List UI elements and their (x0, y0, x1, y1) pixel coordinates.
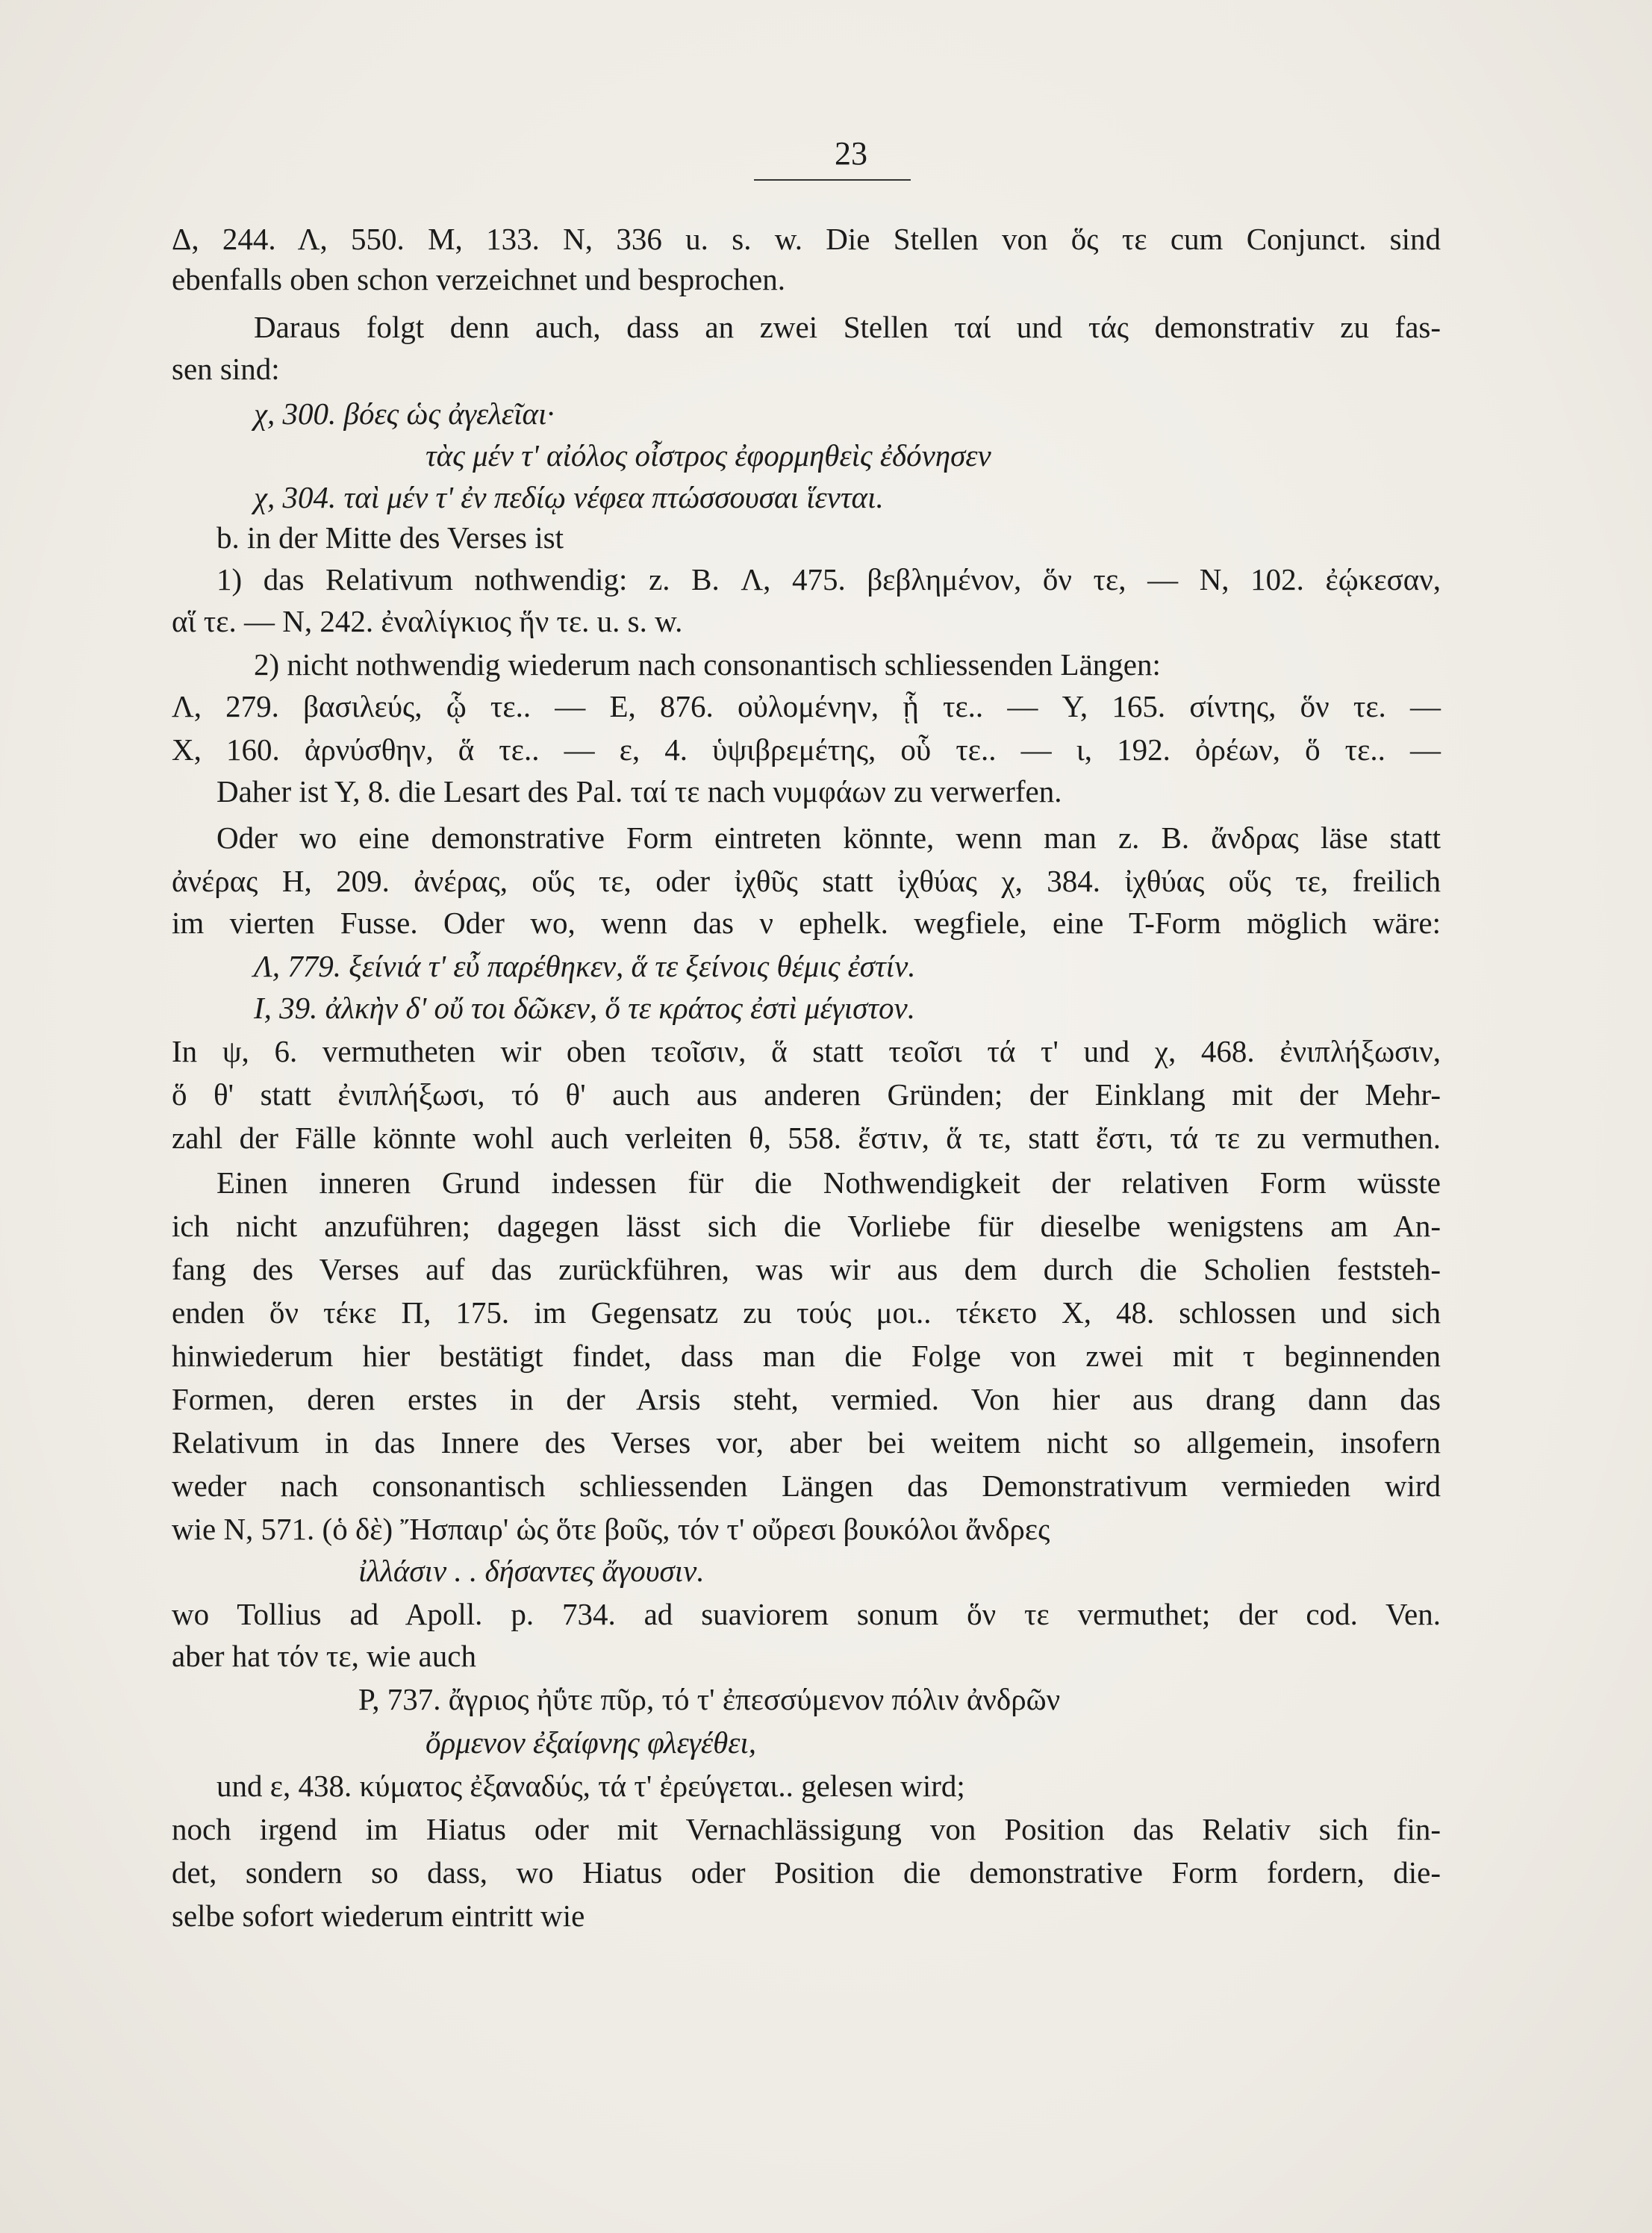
verse-line: Λ, 779. ξείνιά τ' εὖ παρέθηκεν, ἅ τε ξείνοις θέμις ἐστίν. (254, 949, 916, 983)
header-rule (754, 179, 911, 181)
text-line: und ε, 438. κύματος ἐξαναδύς, τά τ' ἐρεύγεται.. gelesen wird; (216, 1769, 965, 1803)
verse-line: ἰλλάσιν . . δήσαντες ἄγουσιν. (358, 1554, 705, 1588)
text-line: b. in der Mitte des Verses ist (216, 520, 564, 555)
text-line: noch irgend im Hiatus oder mit Vernachlässigung von Position das Relativ sich fin- (172, 1812, 1441, 1846)
verse-line: ὄρμενον ἐξαίφνης φλεγέθει, (426, 1725, 757, 1760)
verse-line: I, 39. ἀλκὴν δ' οὔ τοι δῶκεν, ὅ τε κράτος ἐστὶ μέγιστον. (254, 991, 915, 1025)
verse-line: χ, 300. βόες ὡς ἀγελεῖαι· (254, 396, 555, 431)
text-line: 2) nicht nothwendig wiederum nach consonantisch schliessenden Längen: (254, 647, 1161, 682)
text-line: hinwiederum hier bestätigt findet, dass man die Folge von zwei mit τ beginnenden (172, 1339, 1441, 1373)
text-line: 1) das Relativum nothwendig: z. B. Λ, 475. βεβλημένον, ὅν τε, — N, 102. ἐῴκεσαν, (216, 562, 1441, 597)
text-line: αἵ τε. — N, 242. ἐναλίγκιος ἥν τε. u. s. w. (172, 604, 683, 638)
text-line: Relativum in das Innere des Verses vor, aber bei weitem nicht so allgemein, insofern (172, 1425, 1441, 1460)
text-line: enden ὅν τέκε Π, 175. im Gegensatz zu τούς μοι.. τέκετο X, 48. schlossen und sich (172, 1295, 1441, 1330)
text-line: Daher ist Y, 8. die Lesart des Pal. ταί τε nach νυμφάων zu verwerfen. (216, 774, 1062, 809)
verse-line: χ, 304. ταὶ μέν τ' ἐν πεδίῳ νέφεα πτώσσουσαι ἵενται. (254, 480, 884, 514)
text-line: In ψ, 6. vermutheten wir oben τεοῖσιν, ἅ statt τεοῖσι τά τ' und χ, 468. ἐνιπλήξωσιν, (172, 1034, 1441, 1068)
text-line: fang des Verses auf das zurückführen, was wir aus dem durch die Scholien feststeh- (172, 1252, 1441, 1286)
verse-line: τὰς μέν τ' αἰόλος οἶστρος ἐφορμηθεὶς ἐδόνησεν (426, 438, 991, 473)
text-line: ὅ θ' statt ἐνιπλήξωσι, τό θ' auch aus anderen Gründen; der Einklang mit der Mehr- (172, 1077, 1441, 1112)
text-line: Formen, deren erstes in der Arsis steht, vermied. Von hier aus drang dann das (172, 1382, 1441, 1416)
text-line: Einen inneren Grund indessen für die Nothwendigkeit der relativen Form wüsste (216, 1165, 1441, 1200)
text-line: selbe sofort wiederum eintritt wie (172, 1899, 585, 1933)
text-line: aber hat τόν τε, wie auch (172, 1639, 476, 1673)
text-line: det, sondern so dass, wo Hiatus oder Position die demonstrative Form fordern, die- (172, 1855, 1441, 1890)
text-line: Daraus folgt denn auch, dass an zwei Stellen ταί und τάς demonstrativ zu fas- (254, 310, 1441, 344)
verse-line: wie N, 571. (ὁ δὲ) Ἤσπαιρ' ὡς ὅτε βοῦς, τόν τ' οὔρεσι βουκόλοι ἄνδρες (172, 1512, 1050, 1546)
text-line: ebenfalls oben schon verzeichnet und besprochen. (172, 262, 785, 296)
text-line: Δ, 244. Λ, 550. M, 133. N, 336 u. s. w. Die Stellen von ὅς τε cum Conjunct. sind (172, 222, 1441, 256)
text-line: X, 160. ἀρνύσθην, ἅ τε.. — ε, 4. ὑψιβρεμέτης, οὗ τε.. — ι, 192. ὀρέων, ὅ τε.. — (172, 732, 1441, 767)
text-line: ich nicht anzuführen; dagegen lässt sich die Vorliebe für dieselbe wenigstens am An- (172, 1209, 1441, 1243)
verse-line: P, 737. ἄγριος ἠΰτε πῦρ, τό τ' ἐπεσσύμενον πόλιν ἀνδρῶν (358, 1682, 1061, 1716)
text-line: sen sind: (172, 352, 280, 386)
text-line: zahl der Fälle könnte wohl auch verleiten θ, 558. ἔστιν, ἅ τε, statt ἔστι, τά τε zu vermuthen. (172, 1121, 1441, 1155)
text-line: Oder wo eine demonstrative Form eintreten könnte, wenn man z. B. ἄνδρας läse statt (216, 820, 1441, 855)
text-line: Λ, 279. βασιλεύς, ᾧ τε.. — E, 876. οὐλομένην, ᾗ τε.. — Y, 165. σίντης, ὅν τε. — (172, 689, 1441, 723)
text-line: wo Tollius ad Apoll. p. 734. ad suaviorem sonum ὅν τε vermuthet; der cod. Ven. (172, 1597, 1441, 1631)
text-line: weder nach consonantisch schliessenden Längen das Demonstrativum vermieden wird (172, 1469, 1441, 1503)
page-number: 23 (835, 135, 867, 172)
text-line: im vierten Fusse. Oder wo, wenn das ν ephelk. wegfiele, eine T-Form möglich wäre: (172, 906, 1441, 940)
text-line: ἀνέρας H, 209. ἀνέρας, οὕς τε, oder ἰχθῦς statt ἰχθύας χ, 384. ἰχθύας οὕς τε, freilich (172, 864, 1441, 898)
